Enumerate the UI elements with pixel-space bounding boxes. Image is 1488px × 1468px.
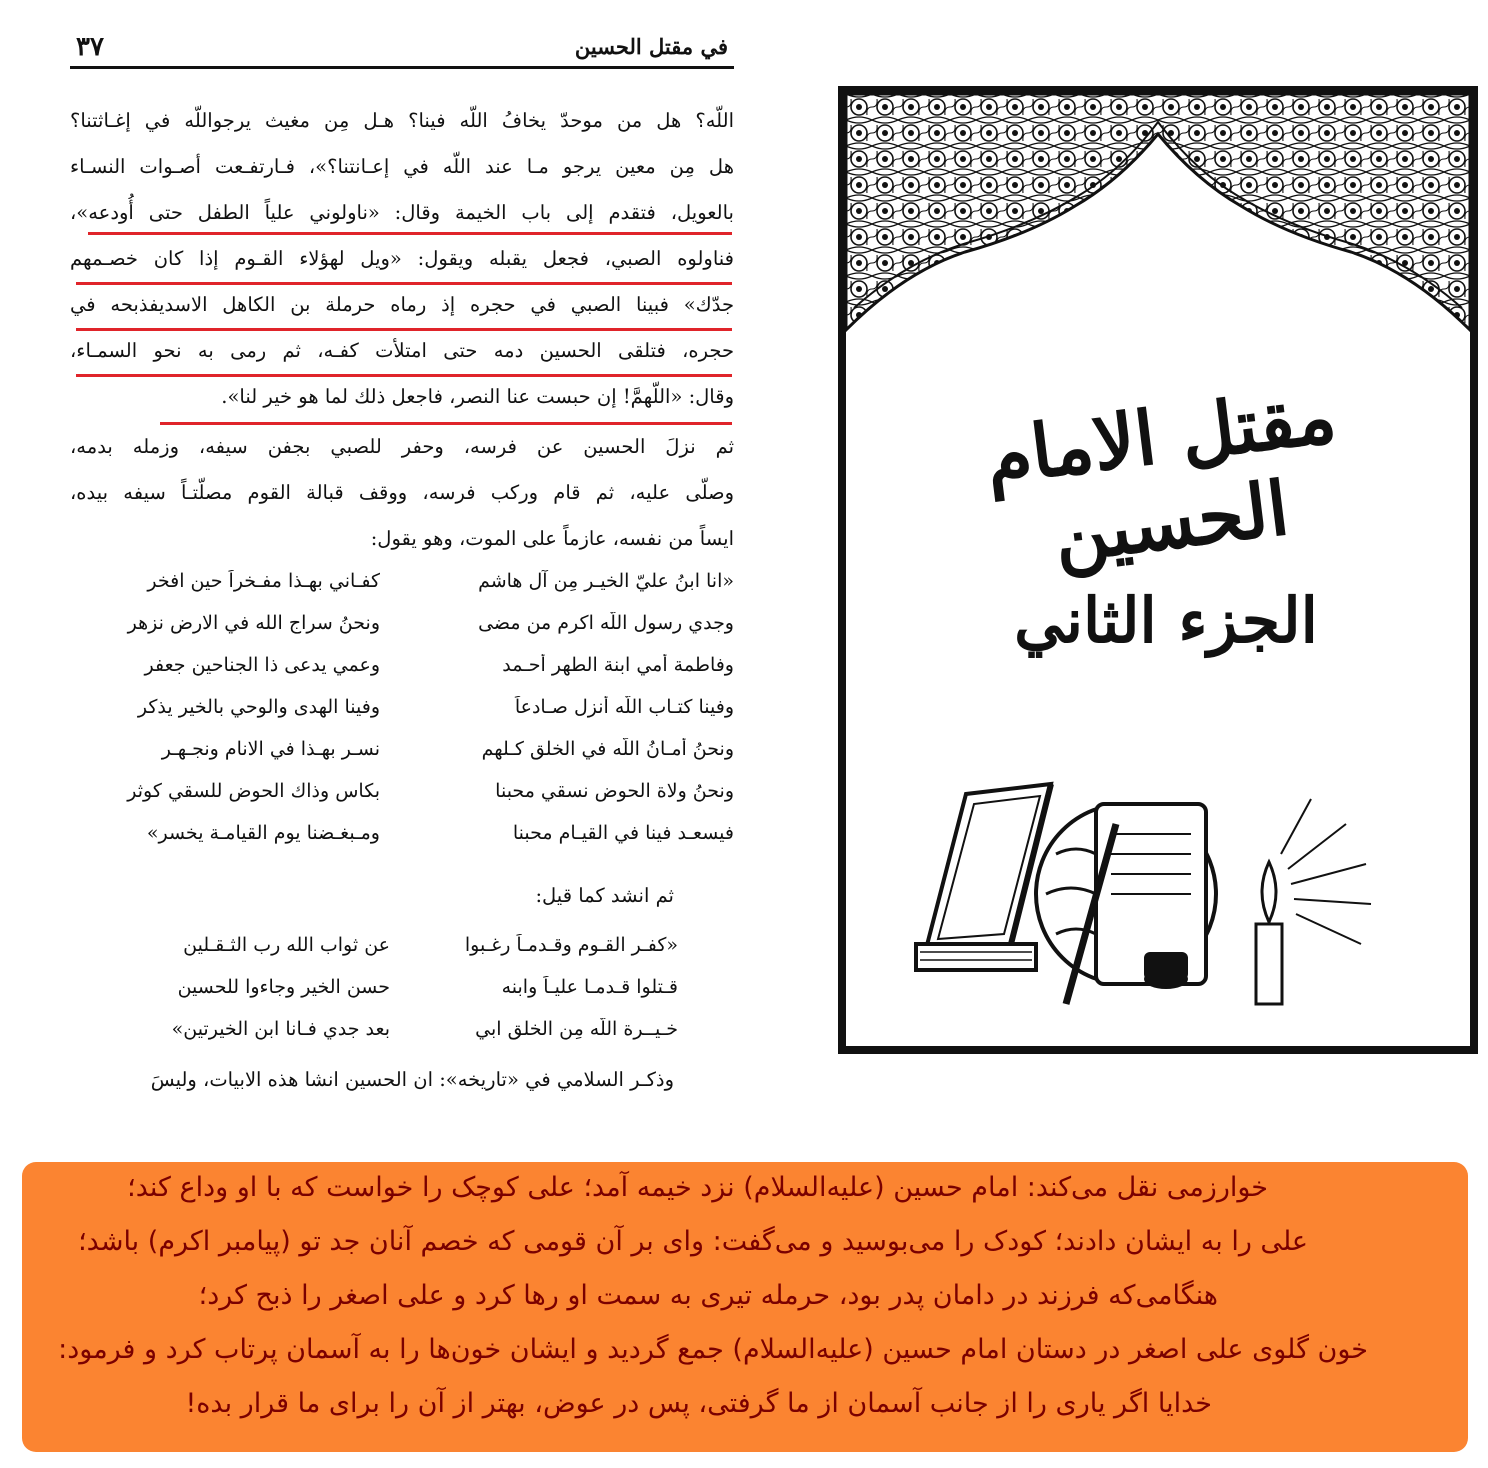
highlight-underline — [76, 374, 732, 377]
translation-line: علی را به ایشان دادند؛ کودک را می‌بوسید و می‌گفت: وای بر آن قومی که خصم آنان جد تو (پیامبر اکرم) باشد؛ — [78, 1226, 1308, 1257]
poem-intro: ثم انشد كما قيل: — [535, 884, 674, 907]
verse-second-hemistich: نسـر بهـذا في الانام ونجـهـر — [161, 738, 380, 760]
prose-line: وقال: «اللّهمَّ! إن حبست عنا النصر، فاجعل ذلك لما هو خير لنا». — [221, 385, 734, 408]
prose-line: ايساً من نفسه، عازماً على الموت، وهو يقول: — [370, 527, 734, 550]
verse-first-hemistich: «انا ابنُ عليّ الخيـر مِن آل هاشم — [478, 570, 734, 592]
verse-second-hemistich: عن ثواب الله رب الثـقـلين — [183, 934, 390, 956]
prose-line: ثم نزلَ الحسين عن فرسه، وحفر للصبي بجفن سيفه، وزمله بدمه، — [70, 435, 734, 458]
poem-verse — [70, 696, 734, 738]
closing-line: وذكـر السلامي في «تاريخه»: ان الحسين انشا هذه الابيات، وليسَ — [150, 1068, 674, 1091]
verse-first-hemistich: ونحنُ ولاة الحوض نسقي محبنا — [495, 780, 734, 802]
poem-verse — [70, 1018, 734, 1060]
poem-first — [70, 570, 734, 864]
poem-verse — [70, 570, 734, 612]
prose-mid — [70, 424, 734, 562]
prose-line: فناولوه الصبي، فجعل يقبله ويقول: «ويل لهؤلاء القـوم إذا كان خصـمهم — [70, 247, 734, 270]
highlight-underline — [76, 282, 732, 285]
verse-second-hemistich: وفينا الهدى والوحي بالخير يذكر — [137, 696, 380, 718]
prose-line: وصلّى عليه، ثم قام وركب فرسه، ووقف قبالة القوم مصلّتـاً سيفه بيده، — [70, 481, 734, 504]
poem-verse — [70, 976, 734, 1018]
verse-first-hemistich: خـيــرة اللّه مِن الخلق ابي — [475, 1018, 678, 1040]
header-rule — [70, 66, 734, 69]
verse-first-hemistich: وجدي رسول اللّه اكرم من مضى — [478, 612, 734, 634]
running-title: في مقتل الحسين — [574, 34, 728, 59]
poem-verse — [70, 612, 734, 654]
ornamental-arch — [846, 94, 1470, 330]
verse-second-hemistich: بعد جدي فـانا ابن الخيرتين» — [171, 1018, 390, 1040]
verse-first-hemistich: «كفـر القـوم وقـدمـاً رغـبوا — [464, 934, 678, 956]
prose-line: اللّه؟ هل من موحدّ يخافُ اللّه فينا؟ هـل مِن مغيث يرجواللّه في إغـاثتنا؟ — [70, 109, 734, 132]
translation-line: خدایا اگر یاری را از جانب آسمان از ما گرفتی، پس در عوض، بهتر از آن را برای ما قرار بده! — [185, 1388, 1212, 1419]
verse-second-hemistich: حسن الخير وجاءوا للحسين — [177, 976, 390, 998]
translation-box — [22, 1162, 1468, 1452]
verse-second-hemistich: ونحنُ سراج الله في الارض نزهر — [127, 612, 380, 634]
translation-line: خوارزمی نقل می‌کند: امام حسین (علیه‌السلام) نزد خیمه آمد؛ علی کوچک را خواست که با او وداع کند؛ — [127, 1172, 1268, 1203]
highlight-underline — [88, 232, 732, 235]
verse-first-hemistich: قـتلوا قـدمـا عليـاً وابنه — [501, 976, 678, 998]
cover-title: مقتل الامام الحسين — [980, 373, 1341, 580]
poem-second — [70, 934, 734, 1060]
verse-first-hemistich: وفاطمة أمي ابنة الطهر أحـمد — [502, 654, 734, 676]
verse-second-hemistich: كفـاني بهـذا مفـخراً حين افخر — [147, 570, 380, 592]
poem-verse — [70, 780, 734, 822]
poem-verse — [70, 738, 734, 780]
page-number: ٣٧ — [76, 32, 104, 62]
translation-line: هنگامی‌که فرزند در دامان پدر بود، حرمله تیری به سمت او رها کرد و علی اصغر را ذبح کرد؛ — [198, 1280, 1218, 1311]
verse-first-hemistich: فيسعـد فينا في القيـام محبنا — [512, 822, 734, 844]
prose-line: حجره، فتلقى الحسين دمه حتى امتلأت كفـه، ثم رمى به نحو السمـاء، — [70, 339, 734, 362]
prose-line: بالعويل، فتقدم إلى باب الخيمة وقال: «ناولوني علياً الطفل حتى أُودعه»، — [70, 201, 734, 224]
page-header — [70, 30, 734, 66]
prose-top — [70, 98, 734, 420]
book-scroll-candle-illustration — [916, 784, 1371, 1004]
highlight-underline — [76, 328, 732, 331]
poem-verse — [70, 654, 734, 696]
verse-first-hemistich: وفينا كتـاب اللّه أُنزل صـادعاً — [514, 696, 734, 718]
cover-subtitle: الجزء الثاني — [1014, 584, 1318, 657]
verse-second-hemistich: وعمي يدعى ذا الجناحين جعفر — [144, 654, 380, 676]
verse-second-hemistich: ومـبغـضنا يوم القيامـة يخسر» — [146, 822, 380, 844]
verse-first-hemistich: ونحنُ أمـانُ اللّه في الخلق كـلهم — [481, 738, 734, 760]
poem-verse — [70, 822, 734, 864]
poem-verse — [70, 934, 734, 976]
translation-line: خون گلوی علی اصغر در دستان امام حسین (علیه‌السلام) جمع گردید و ایشان خون‌ها را به آسمان پرتاب کرد و فرمود: — [58, 1334, 1368, 1365]
verse-second-hemistich: بكاس وذاك الحوض للسقي كوثر — [127, 780, 380, 802]
book-cover — [838, 86, 1478, 1054]
prose-line: هل مِن معين يرجو مـا عند اللّه في إعـانتنا؟»، فـارتفـعت أصـوات النسـاء — [70, 155, 734, 178]
prose-line: جدّك» فبينا الصبي في حجره إذ رماه حرملة بن الكاهل الاسديفذبحه في — [70, 293, 734, 316]
